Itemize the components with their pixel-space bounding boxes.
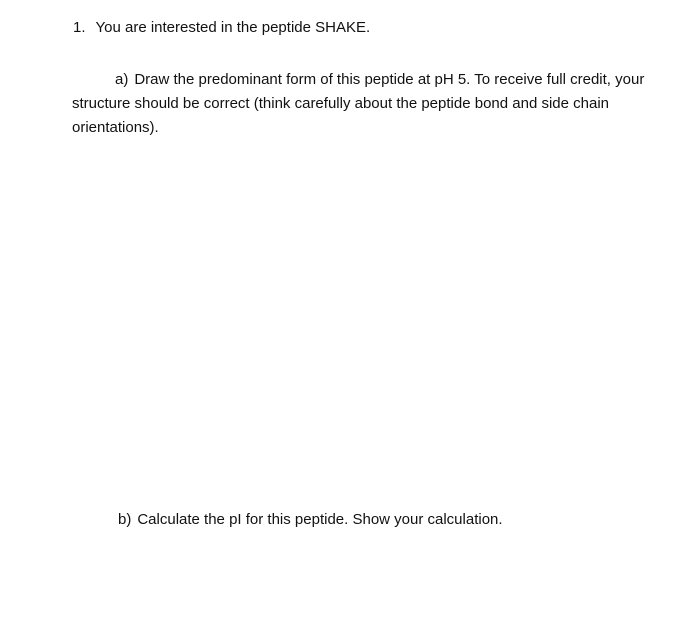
part-b-text: Calculate the pI for this peptide. Show your calculation. <box>137 511 503 528</box>
part-a-label: a) <box>115 71 129 88</box>
part-a-line-1 <box>72 68 672 92</box>
question-text: You are interested in the peptide SHAKE. <box>95 19 371 36</box>
part-b-prompt <box>118 510 503 530</box>
part-a-line-2: structure should be correct (think carefully about the peptide bond and side chain <box>72 95 609 112</box>
part-a-answer-space <box>72 150 672 490</box>
part-a-line-3: orientations). <box>72 119 159 136</box>
part-a-prompt <box>72 68 672 140</box>
question-1 <box>73 18 370 38</box>
question-number: 1. <box>73 19 86 36</box>
part-b-answer-space <box>72 540 672 620</box>
part-a-text-1: Draw the predominant form of this peptide at pH 5. To receive full credit, your <box>134 71 645 88</box>
part-b-label: b) <box>118 511 132 528</box>
